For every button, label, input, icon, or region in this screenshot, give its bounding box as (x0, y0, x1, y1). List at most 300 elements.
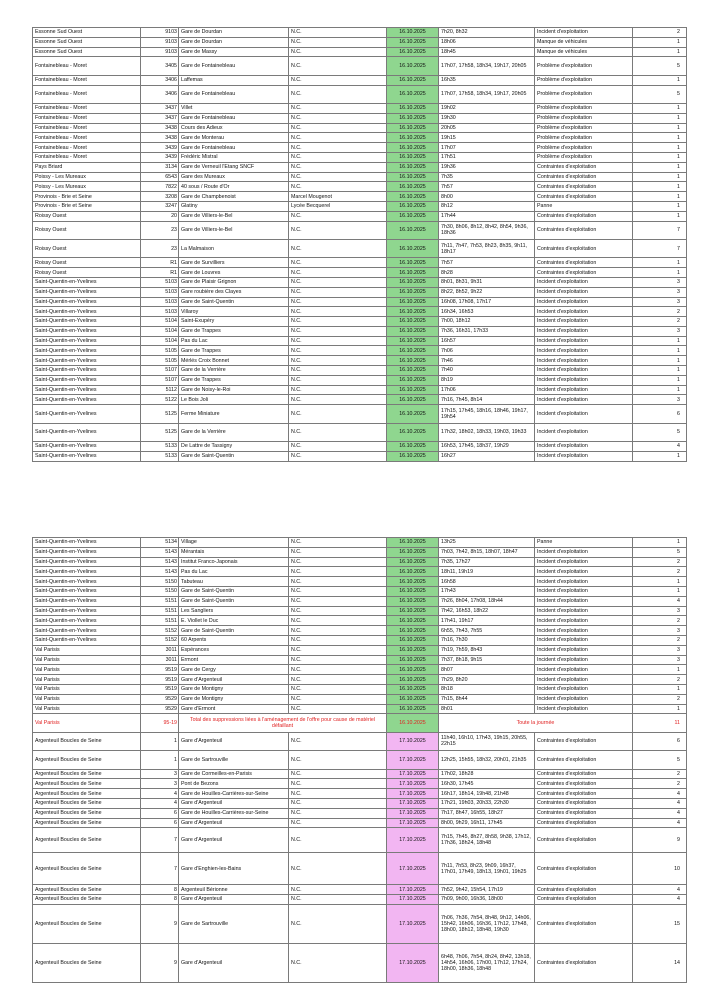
table-row (33, 442, 687, 452)
line-code-cell: 5134 (141, 538, 179, 548)
date-cell: 16.10.2025 (387, 268, 439, 278)
reason-cell: Incident d'exploitation (535, 346, 633, 356)
count-cell: 2 (633, 557, 687, 567)
line-code-cell: 5150 (141, 586, 179, 596)
table-row (33, 375, 687, 385)
stop-name-cell: Gare de Cormeilles-en-Parisis (179, 769, 289, 779)
times-cell: 7h11, 7h53, 8h23, 9h09, 16h37, 17h01, 17h49, 18h13, 19h01, 19h25 (439, 853, 535, 885)
table-row (33, 557, 687, 567)
establishment-cell: N.C. (289, 366, 387, 376)
line-name-cell: Fontainebleau - Moret (33, 133, 141, 143)
line-name-cell: Argenteuil Boucles de Seine (33, 798, 141, 808)
count-cell: 1 (633, 451, 687, 461)
count-cell: 7 (633, 221, 687, 239)
count-cell: 1 (633, 375, 687, 385)
line-name-cell: Saint-Quentin-en-Yvelines (33, 395, 141, 405)
establishment-cell: N.C. (289, 828, 387, 853)
reason-cell: Contraintes d'exploitation (535, 192, 633, 202)
line-code-cell: 3 (141, 779, 179, 789)
stop-name-cell: Ferme Miniature (179, 405, 289, 423)
stop-name-cell: Gare de Cergy (179, 665, 289, 675)
line-name-cell: Saint-Quentin-en-Yvelines (33, 616, 141, 626)
count-cell: 1 (633, 366, 687, 376)
reason-cell: Incident d'exploitation (535, 616, 633, 626)
line-name-cell: Argenteuil Boucles de Seine (33, 808, 141, 818)
count-cell: 1 (633, 356, 687, 366)
reason-cell: Incident d'exploitation (535, 336, 633, 346)
reason-cell: Panne (535, 201, 633, 211)
count-cell: 5 (633, 85, 687, 103)
line-code-cell: 5107 (141, 375, 179, 385)
table-row (33, 172, 687, 182)
line-code-cell: 3011 (141, 645, 179, 655)
stop-name-cell: Gare de Saint-Quentin (179, 626, 289, 636)
stop-name-cell: Gare de Fontainebleau (179, 85, 289, 103)
line-code-cell: 3405 (141, 57, 179, 75)
establishment-cell: N.C. (289, 577, 387, 587)
stop-name-cell: Gare de Sartrouville (179, 751, 289, 769)
line-name-cell: Val Parisis (33, 645, 141, 655)
reason-cell: Incident d'exploitation (535, 385, 633, 395)
reason-cell: Problème d'exploitation (535, 133, 633, 143)
establishment-cell: N.C. (289, 152, 387, 162)
times-cell: 17h51 (439, 152, 535, 162)
line-name-cell: Val Parisis (33, 655, 141, 665)
establishment-cell: N.C. (289, 57, 387, 75)
stop-name-cell: Gare de Survilliers (179, 258, 289, 268)
reason-cell: Problème d'exploitation (535, 123, 633, 133)
table-row (33, 211, 687, 221)
stop-name-cell: Le Bois Joli (179, 395, 289, 405)
line-code-cell: 5143 (141, 557, 179, 567)
establishment-cell: N.C. (289, 694, 387, 704)
table-row (33, 808, 687, 818)
date-cell: 17.10.2025 (387, 732, 439, 750)
date-cell: 17.10.2025 (387, 808, 439, 818)
count-cell: 1 (633, 665, 687, 675)
date-cell: 17.10.2025 (387, 769, 439, 779)
reason-cell: Manque de véhicules (535, 47, 633, 57)
stop-name-cell: Gare de Trappes (179, 326, 289, 336)
line-code-cell: 3438 (141, 133, 179, 143)
line-name-cell: Saint-Quentin-en-Yvelines (33, 586, 141, 596)
table-row (33, 152, 687, 162)
count-cell: 1 (633, 211, 687, 221)
line-code-cell: 4 (141, 789, 179, 799)
line-name-cell: Saint-Quentin-en-Yvelines (33, 451, 141, 461)
date-cell: 17.10.2025 (387, 751, 439, 769)
stop-name-cell: Gare de Plaisir Grignon (179, 277, 289, 287)
stop-name-cell: Gare de Massy (179, 47, 289, 57)
establishment-cell: N.C. (289, 385, 387, 395)
table-row (33, 346, 687, 356)
establishment-cell: N.C. (289, 626, 387, 636)
reason-cell: Contraintes d'exploitation (535, 808, 633, 818)
summary-count-cell: 11 (633, 714, 687, 732)
count-cell: 2 (633, 307, 687, 317)
times-cell: 7h30, 8h06, 8h12, 8h42, 8h54, 9h36, 18h36 (439, 221, 535, 239)
establishment-cell: N.C. (289, 596, 387, 606)
times-cell: 16h58 (439, 577, 535, 587)
table-row (33, 356, 687, 366)
times-cell: 18h06 (439, 37, 535, 47)
date-cell: 16.10.2025 (387, 123, 439, 133)
date-cell: 16.10.2025 (387, 37, 439, 47)
table-row (33, 665, 687, 675)
table-row (33, 162, 687, 172)
times-cell: 11h40, 16h10, 17h43, 19h15, 20h55, 22h15 (439, 732, 535, 750)
count-cell: 1 (633, 268, 687, 278)
table-row (33, 577, 687, 587)
line-name-cell: Saint-Quentin-en-Yvelines (33, 336, 141, 346)
stop-name-cell: Gare de Fontainebleau (179, 143, 289, 153)
line-code-cell: 9519 (141, 675, 179, 685)
times-cell: 7h46 (439, 356, 535, 366)
establishment-cell: N.C. (289, 326, 387, 336)
establishment-cell: N.C. (289, 538, 387, 548)
stop-name-cell: Gare de Trappes (179, 375, 289, 385)
table-row (33, 895, 687, 905)
reason-cell: Incident d'exploitation (535, 395, 633, 405)
date-cell: 17.10.2025 (387, 853, 439, 885)
establishment-cell: N.C. (289, 277, 387, 287)
line-name-cell: Fontainebleau - Moret (33, 103, 141, 113)
line-code-cell: 3134 (141, 162, 179, 172)
line-name-cell: Provinois - Brie et Seine (33, 201, 141, 211)
table-row (33, 103, 687, 113)
reason-cell: Incident d'exploitation (535, 28, 633, 38)
line-name-cell: Saint-Quentin-en-Yvelines (33, 307, 141, 317)
date-cell: 16.10.2025 (387, 57, 439, 75)
count-cell: 2 (633, 694, 687, 704)
date-cell: 17.10.2025 (387, 895, 439, 905)
times-cell: 7h16, 7h30 (439, 635, 535, 645)
times-cell: 7h17, 8h47, 16h55, 18h27 (439, 808, 535, 818)
date-cell: 16.10.2025 (387, 307, 439, 317)
establishment-cell: N.C. (289, 143, 387, 153)
times-cell: 18h45 (439, 47, 535, 57)
stop-name-cell: Gare d'Argenteuil (179, 828, 289, 853)
stop-name-cell: Gare de Houilles-Carrières-sur-Seine (179, 808, 289, 818)
reason-cell: Incident d'exploitation (535, 567, 633, 577)
times-cell: 8h12 (439, 201, 535, 211)
line-code-cell: 5151 (141, 596, 179, 606)
stop-name-cell: E. Viollet le Duc (179, 616, 289, 626)
count-cell: 2 (633, 317, 687, 327)
count-cell: 4 (633, 808, 687, 818)
stop-name-cell: Gare de Fontainebleau (179, 57, 289, 75)
date-cell: 16.10.2025 (387, 143, 439, 153)
table-row (33, 192, 687, 202)
times-cell: 17h07, 17h58, 18h34, 19h17, 20h05 (439, 85, 535, 103)
table-row (33, 684, 687, 694)
line-code-cell: 6 (141, 808, 179, 818)
times-cell: 7h57 (439, 182, 535, 192)
line-name-cell: Val Parisis (33, 704, 141, 714)
establishment-cell: N.C. (289, 704, 387, 714)
line-name-cell: Val Parisis (33, 665, 141, 675)
establishment-cell: N.C. (289, 616, 387, 626)
establishment-cell: N.C. (289, 451, 387, 461)
times-cell: 16h30, 17h45 (439, 779, 535, 789)
line-name-cell: Saint-Quentin-en-Yvelines (33, 356, 141, 366)
line-code-cell: 3437 (141, 113, 179, 123)
date-cell: 17.10.2025 (387, 789, 439, 799)
line-code-cell: 3247 (141, 201, 179, 211)
date-cell: 16.10.2025 (387, 366, 439, 376)
line-code-cell: 5104 (141, 336, 179, 346)
summary-date-cell: 16.10.2025 (387, 714, 439, 732)
times-cell: 13h25 (439, 538, 535, 548)
stop-name-cell: Gare d'Ermont (179, 704, 289, 714)
stop-name-cell: Les Sangliers (179, 606, 289, 616)
table-row (33, 616, 687, 626)
times-cell: 17h07 (439, 143, 535, 153)
date-cell: 16.10.2025 (387, 211, 439, 221)
establishment-cell: N.C. (289, 885, 387, 895)
line-code-cell: 5151 (141, 606, 179, 616)
line-name-cell: Saint-Quentin-en-Yvelines (33, 277, 141, 287)
times-cell: 7h16, 7h45, 8h14 (439, 395, 535, 405)
line-code-cell: 4 (141, 798, 179, 808)
stop-name-cell: Gare de Montigny (179, 694, 289, 704)
date-cell: 16.10.2025 (387, 423, 439, 441)
reason-cell: Problème d'exploitation (535, 143, 633, 153)
line-code-cell: 1 (141, 732, 179, 750)
reason-cell: Incident d'exploitation (535, 297, 633, 307)
count-cell: 9 (633, 828, 687, 853)
establishment-cell: N.C. (289, 798, 387, 808)
line-code-cell: 5122 (141, 395, 179, 405)
date-cell: 16.10.2025 (387, 586, 439, 596)
reason-cell: Incident d'exploitation (535, 704, 633, 714)
line-name-cell: Fontainebleau - Moret (33, 152, 141, 162)
stop-name-cell: De Lattre de Tassigny (179, 442, 289, 452)
count-cell: 1 (633, 172, 687, 182)
count-cell: 1 (633, 336, 687, 346)
reason-cell: Contraintes d'exploitation (535, 732, 633, 750)
line-code-cell: 8 (141, 895, 179, 905)
stop-name-cell: Gare de Trappes (179, 346, 289, 356)
table-row (33, 423, 687, 441)
reason-cell: Contraintes d'exploitation (535, 828, 633, 853)
reason-cell: Incident d'exploitation (535, 405, 633, 423)
reason-cell: Contraintes d'exploitation (535, 221, 633, 239)
date-cell: 16.10.2025 (387, 317, 439, 327)
table-row (33, 596, 687, 606)
times-cell: 17h43 (439, 586, 535, 596)
date-cell: 16.10.2025 (387, 277, 439, 287)
table-row (33, 143, 687, 153)
times-cell: 7h35, 17h27 (439, 557, 535, 567)
table-row (33, 336, 687, 346)
reason-cell: Incident d'exploitation (535, 586, 633, 596)
establishment-cell: N.C. (289, 317, 387, 327)
stop-name-cell: Gare de Houilles-Carrières-sur-Seine (179, 789, 289, 799)
table-row (33, 567, 687, 577)
reason-cell: Contraintes d'exploitation (535, 798, 633, 808)
date-cell: 16.10.2025 (387, 645, 439, 655)
summary-times-cell: Toute la journée (439, 714, 633, 732)
line-code-cell: 3406 (141, 75, 179, 85)
stop-name-cell: Villet (179, 103, 289, 113)
times-cell: 17h44 (439, 211, 535, 221)
line-name-cell: Saint-Quentin-en-Yvelines (33, 567, 141, 577)
times-cell: 19h36 (439, 162, 535, 172)
line-name-cell: Saint-Quentin-en-Yvelines (33, 326, 141, 336)
line-code-cell: 3 (141, 769, 179, 779)
line-code-cell: 9519 (141, 665, 179, 675)
line-name-cell: Argenteuil Boucles de Seine (33, 732, 141, 750)
suppressions-table-page-1 (32, 27, 687, 462)
line-name-cell: Argenteuil Boucles de Seine (33, 818, 141, 828)
table-row (33, 47, 687, 57)
reason-cell: Incident d'exploitation (535, 635, 633, 645)
stop-name-cell: Gare d'Enghien-les-Bains (179, 853, 289, 885)
count-cell: 3 (633, 626, 687, 636)
count-cell: 2 (633, 779, 687, 789)
establishment-cell: N.C. (289, 268, 387, 278)
count-cell: 2 (633, 28, 687, 38)
count-cell: 1 (633, 113, 687, 123)
reason-cell: Contraintes d'exploitation (535, 258, 633, 268)
line-name-cell: Pays Briard (33, 162, 141, 172)
establishment-cell: N.C. (289, 356, 387, 366)
reason-cell: Contraintes d'exploitation (535, 943, 633, 982)
date-cell: 16.10.2025 (387, 326, 439, 336)
count-cell: 3 (633, 277, 687, 287)
line-code-cell: 3439 (141, 152, 179, 162)
stop-name-cell: Gare de Noisy-le-Roi (179, 385, 289, 395)
page-1 (32, 27, 686, 462)
count-cell: 5 (633, 57, 687, 75)
reason-cell: Contraintes d'exploitation (535, 779, 633, 789)
date-cell: 16.10.2025 (387, 47, 439, 57)
line-code-cell: 5152 (141, 626, 179, 636)
reason-cell: Incident d'exploitation (535, 655, 633, 665)
table-row (33, 751, 687, 769)
times-cell: 8h01 (439, 704, 535, 714)
establishment-cell: N.C. (289, 405, 387, 423)
line-code-cell: 9 (141, 943, 179, 982)
reason-cell: Contraintes d'exploitation (535, 162, 633, 172)
line-name-cell: Saint-Quentin-en-Yvelines (33, 538, 141, 548)
count-cell: 3 (633, 326, 687, 336)
line-name-cell: Saint-Quentin-en-Yvelines (33, 635, 141, 645)
times-cell: 6h55, 7h43, 7h55 (439, 626, 535, 636)
establishment-cell: N.C. (289, 133, 387, 143)
date-cell: 17.10.2025 (387, 943, 439, 982)
table-row (33, 828, 687, 853)
count-cell: 1 (633, 162, 687, 172)
date-cell: 16.10.2025 (387, 182, 439, 192)
date-cell: 16.10.2025 (387, 451, 439, 461)
line-name-cell: Fontainebleau - Moret (33, 143, 141, 153)
times-cell: 7h40 (439, 366, 535, 376)
stop-name-cell: Espérances (179, 645, 289, 655)
times-cell: 17h06 (439, 385, 535, 395)
count-cell: 3 (633, 606, 687, 616)
date-cell: 17.10.2025 (387, 904, 439, 943)
line-name-cell: Argenteuil Boucles de Seine (33, 943, 141, 982)
table-row (33, 694, 687, 704)
establishment-cell: N.C. (289, 567, 387, 577)
count-cell: 2 (633, 635, 687, 645)
reason-cell: Problème d'exploitation (535, 152, 633, 162)
count-cell: 5 (633, 751, 687, 769)
times-cell: 8h00, 9h29, 16h11, 17h45 (439, 818, 535, 828)
date-cell: 16.10.2025 (387, 103, 439, 113)
reason-cell: Contraintes d'exploitation (535, 818, 633, 828)
table-row (33, 133, 687, 143)
count-cell: 1 (633, 586, 687, 596)
date-cell: 16.10.2025 (387, 336, 439, 346)
date-cell: 16.10.2025 (387, 547, 439, 557)
stop-name-cell: Gare de Louvres (179, 268, 289, 278)
line-name-cell: Argenteuil Boucles de Seine (33, 904, 141, 943)
reason-cell: Incident d'exploitation (535, 626, 633, 636)
table-row (33, 123, 687, 133)
line-code-cell: 5103 (141, 297, 179, 307)
count-cell: 5 (633, 547, 687, 557)
reason-cell: Problème d'exploitation (535, 113, 633, 123)
times-cell: 7h15, 8h44 (439, 694, 535, 704)
reason-cell: Contraintes d'exploitation (535, 769, 633, 779)
line-code-cell: 5143 (141, 567, 179, 577)
establishment-cell: N.C. (289, 645, 387, 655)
stop-name-cell: Mérantais (179, 547, 289, 557)
date-cell: 16.10.2025 (387, 258, 439, 268)
stop-name-cell: Gare d'Argenteuil (179, 818, 289, 828)
reason-cell: Panne (535, 538, 633, 548)
line-name-cell: Roissy Ouest (33, 258, 141, 268)
line-name-cell: Argenteuil Boucles de Seine (33, 789, 141, 799)
count-cell: 3 (633, 655, 687, 665)
count-cell: 4 (633, 789, 687, 799)
reason-cell: Contraintes d'exploitation (535, 268, 633, 278)
times-cell: 8h01, 8h31, 9h31 (439, 277, 535, 287)
line-code-cell: R1 (141, 258, 179, 268)
reason-cell: Incident d'exploitation (535, 665, 633, 675)
stop-name-cell: Ermont (179, 655, 289, 665)
count-cell: 1 (633, 684, 687, 694)
establishment-cell: N.C. (289, 123, 387, 133)
count-cell: 1 (633, 152, 687, 162)
line-code-cell: 20 (141, 211, 179, 221)
table-row (33, 201, 687, 211)
count-cell: 1 (633, 192, 687, 202)
table-row (33, 395, 687, 405)
date-cell: 16.10.2025 (387, 385, 439, 395)
establishment-cell: N.C. (289, 904, 387, 943)
times-cell: 7h57 (439, 258, 535, 268)
times-cell: 16h17, 18h14, 19h48, 21h48 (439, 789, 535, 799)
stop-name-cell: Cours des Adieux (179, 123, 289, 133)
stop-name-cell: Gare de Verneuil l'Etang SNCF (179, 162, 289, 172)
stop-name-cell: Gare de Champbenoist (179, 192, 289, 202)
establishment-cell: N.C. (289, 547, 387, 557)
line-name-cell: Roissy Ouest (33, 268, 141, 278)
line-code-cell: 3437 (141, 103, 179, 113)
line-name-cell: Saint-Quentin-en-Yvelines (33, 366, 141, 376)
line-name-cell: Roissy Ouest (33, 221, 141, 239)
reason-cell: Contraintes d'exploitation (535, 904, 633, 943)
line-code-cell: 3438 (141, 123, 179, 133)
table-row (33, 853, 687, 885)
line-name-cell: Val Parisis (33, 684, 141, 694)
line-code-cell: 5104 (141, 326, 179, 336)
count-cell: 5 (633, 423, 687, 441)
